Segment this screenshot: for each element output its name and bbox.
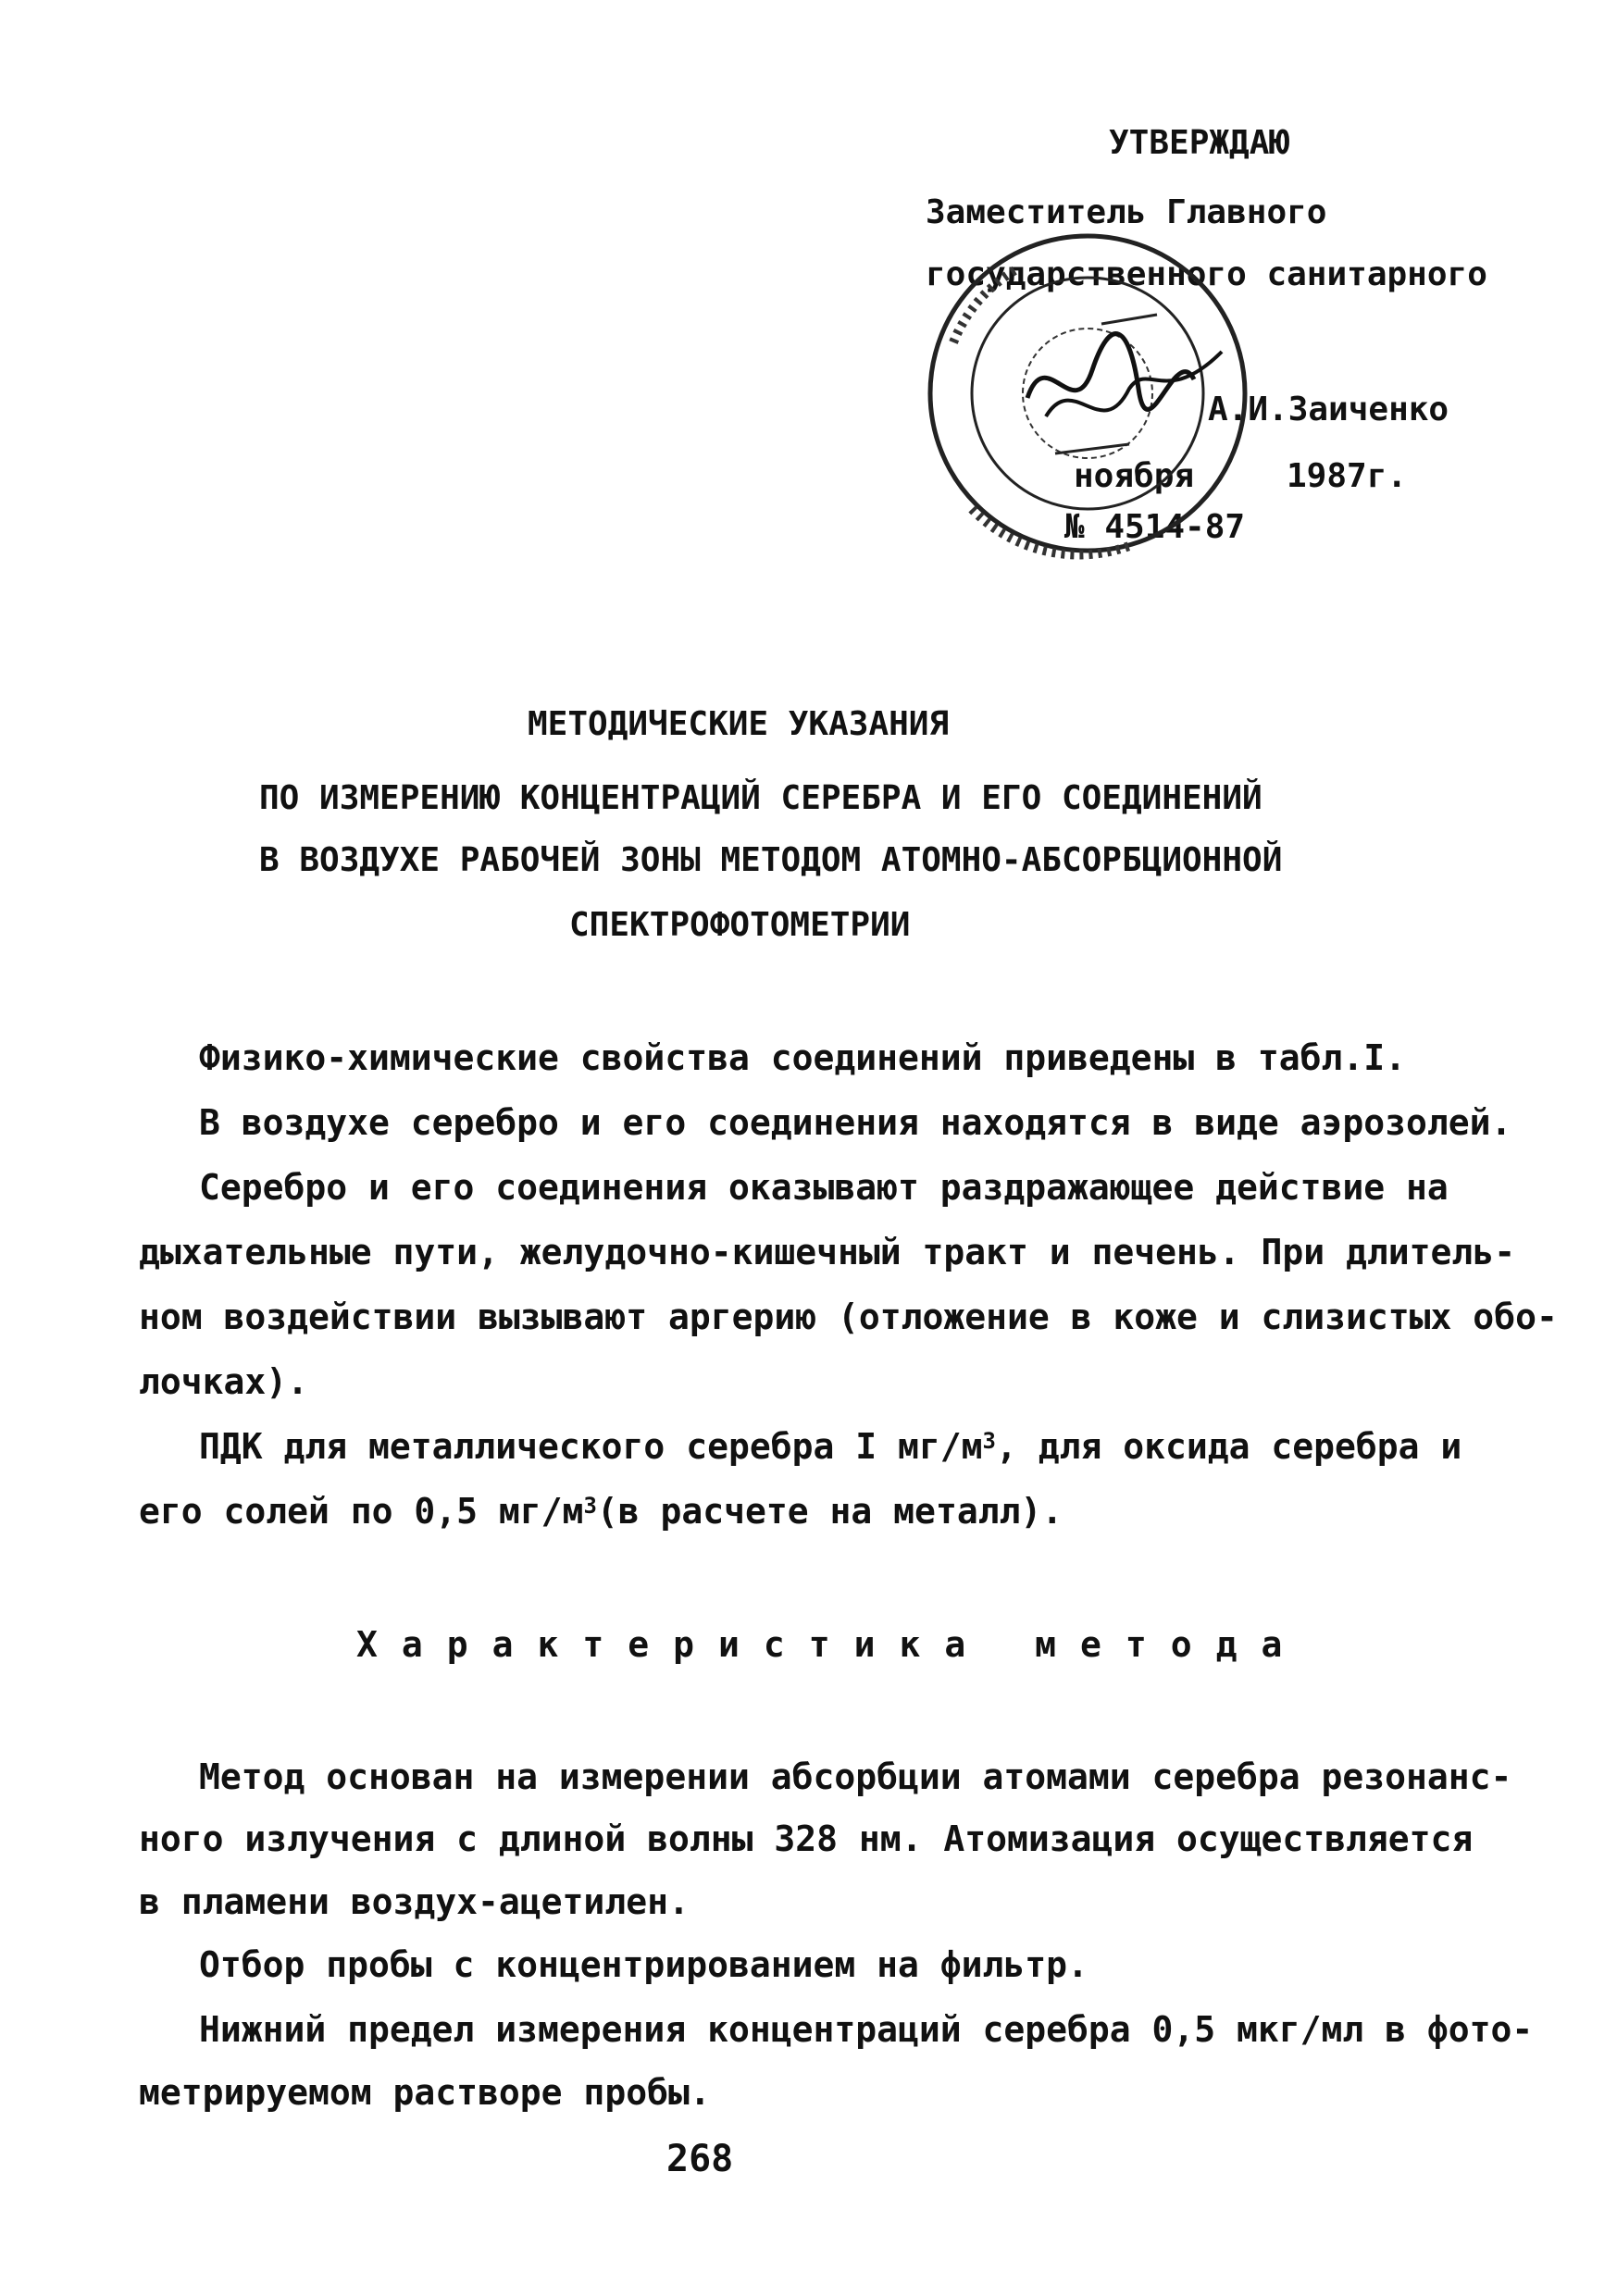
intro-paragraph-2: В воздухе серебро и его соединения находятся в виде аэрозолей. xyxy=(199,1102,1512,1143)
approval-signatory: А.И.Заиченко xyxy=(1208,391,1449,428)
method-paragraph-3-line-1: Нижний предел измерения концентраций серебра 0,5 мкг/мл в фото- xyxy=(199,2009,1534,2050)
approval-number: № 4514-87 xyxy=(1064,508,1246,546)
intro-paragraph-4-line-2 xyxy=(139,1488,1063,1534)
method-paragraph-2: Отбор пробы с концентрированием на фильтр. xyxy=(199,1944,1088,1985)
method-paragraph-3-line-2: метрируемом растворе пробы. xyxy=(139,2072,711,2113)
superscript-3: 3 xyxy=(583,1493,597,1519)
approval-date-month: ноября xyxy=(1074,457,1195,495)
mpc-oxide-text: , для оксида серебра и xyxy=(995,1426,1462,1467)
intro-paragraph-3-line-4: лочках). xyxy=(139,1361,309,1402)
approval-position-line2: государственного санитарного xyxy=(926,255,1487,293)
section-heading: Характеристика метода xyxy=(356,1624,1307,1665)
approval-heading: УТВЕРЖДАЮ xyxy=(1109,124,1290,162)
title-line-1: МЕТОДИЧЕСКИЕ УКАЗАНИЯ xyxy=(528,705,950,743)
intro-paragraph-4-line-1 xyxy=(199,1423,1462,1470)
title-line-4: СПЕКТРОФОТОМЕТРИИ xyxy=(569,906,911,944)
intro-paragraph-3-line-1: Серебро и его соединения оказывают раздражающее действие на xyxy=(199,1167,1449,1208)
page-number: 268 xyxy=(666,2138,734,2180)
title-line-2: ПО ИЗМЕРЕНИЮ КОНЦЕНТРАЦИЙ СЕРЕБРА И ЕГО СОЕДИНЕНИЙ xyxy=(259,779,1263,817)
method-paragraph-1-line-3: в пламени воздух-ацетилен. xyxy=(139,1881,690,1922)
method-paragraph-1-line-2: ного излучения с длиной волны 328 нм. Атомизация осуществляется xyxy=(139,1818,1474,1859)
approval-date-year: 1987г. xyxy=(1287,457,1408,495)
mpc-note-text: (в расчете на металл). xyxy=(596,1491,1063,1532)
superscript-3: 3 xyxy=(982,1428,996,1454)
official-seal-stamp xyxy=(916,231,1268,583)
intro-paragraph-1: Физико-химические свойства соединений приведены в табл.I. xyxy=(199,1037,1407,1078)
method-paragraph-1-line-1: Метод основан на измерении абсорбции атомами серебра резонанс- xyxy=(199,1756,1512,1797)
mpc-metal-text: ПДК для металлического серебра I мг/м xyxy=(199,1426,983,1467)
intro-paragraph-3-line-2: дыхательные пути, желудочно-кишечный тракт и печень. При длитель- xyxy=(139,1232,1516,1272)
title-line-3: В ВОЗДУХЕ РАБОЧЕЙ ЗОНЫ МЕТОДОМ АТОМНО-АБСОРБЦИОННОЙ xyxy=(259,841,1283,879)
approval-position-line1: Заместитель Главного xyxy=(926,193,1327,231)
mpc-salts-text: его солей по 0,5 мг/м xyxy=(139,1491,584,1532)
intro-paragraph-3-line-3: ном воздействии вызывают аргерию (отложение в коже и слизистых обо- xyxy=(139,1297,1558,1337)
